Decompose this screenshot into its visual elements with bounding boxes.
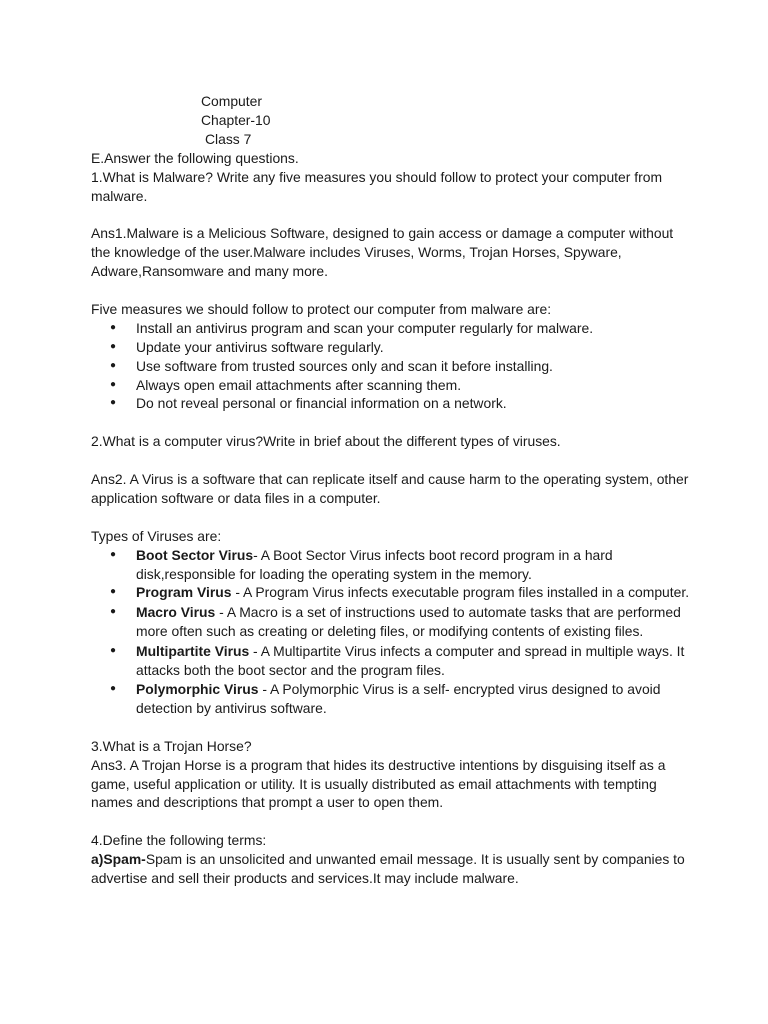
- virus-type-term: Macro Virus: [136, 604, 216, 621]
- section-title: E.Answer the following questions.: [91, 149, 299, 166]
- answer-1: Ans1.Malware is a Melicious Software, designed to gain access or damage a computer without the knowledge of the user.Malware includes Viruses, Worms, Trojan Horses, Spyware, Adware,Ransomware and many more.: [91, 225, 674, 280]
- list-item: ● Install an antivirus program and scan your computer regularly for malware.: [91, 319, 691, 338]
- list-item: [91, 583, 691, 602]
- question-1: 1.What is Malware? Write any five measures you should follow to protect your computer from malware.: [91, 168, 663, 204]
- answer-2: Ans2. A Virus is a software that can replicate itself and cause harm to the operating system, other application software or data files in a computer.: [91, 471, 689, 506]
- question-3: 3.What is a Trojan Horse?: [91, 737, 252, 754]
- virus-type-term: Program Virus: [136, 584, 232, 601]
- virus-type-desc: - A Multipartite Virus infects a computer and spread in multiple ways. It attacks both the boot sector and the program files.: [136, 643, 685, 679]
- virus-type-desc: - A Polymorphic Virus is a self- encrypted virus designed to avoid detection by antivirus software.: [136, 681, 661, 716]
- virus-types-intro: Types of Viruses are:: [91, 527, 222, 544]
- chapter-heading: Chapter-10: [201, 111, 271, 128]
- subject-heading: Computer: [201, 93, 262, 109]
- virus-type-term: Polymorphic Virus: [136, 681, 259, 698]
- question-2: 2.What is a computer virus?Write in brief about the different types of viruses.: [91, 433, 561, 450]
- document-content: [91, 92, 691, 888]
- class-heading: Class 7: [205, 130, 252, 147]
- list-item: ● Use software from trusted sources only and scan it before installing.: [91, 357, 691, 376]
- measures-intro: Five measures we should follow to protect our computer from malware are:: [91, 300, 552, 317]
- list-item: ● Update your antivirus software regularly.: [91, 338, 691, 357]
- virus-type-term: Boot Sector Virus: [136, 546, 254, 563]
- spam-term: a)Spam-: [91, 851, 146, 868]
- spam-desc: Spam is an unsolicited and unwanted email message. It is usually sent by companies to advertise and sell their products and services.It may include malware.: [91, 851, 685, 887]
- virus-types-list: [91, 546, 691, 718]
- question-4: 4.Define the following terms:: [91, 832, 267, 849]
- virus-type-term: Multipartite Virus: [136, 643, 250, 660]
- virus-type-desc: - A Boot Sector Virus infects boot record program in a hard disk,responsible for loading the operating system in the memory.: [136, 546, 613, 582]
- virus-type-desc: - A Program Virus infects executable program files installed in a computer.: [231, 584, 690, 601]
- answer-3: Ans3. A Trojan Horse is a program that hides its destructive intentions by disguising itself as a game, useful application or utility. It is usually distributed as email attachments with tempting names and descriptions that prompt a user to open them.: [91, 756, 666, 811]
- virus-type-desc: - A Macro is a set of instructions used to automate tasks that are performed more often such as creating or deleting files, or modifying contents of existing files.: [136, 604, 681, 640]
- list-item: [91, 546, 691, 584]
- list-item: [91, 642, 691, 680]
- list-item: [91, 603, 691, 641]
- list-item: [91, 680, 691, 718]
- spam-definition: [91, 850, 691, 888]
- measures-list: [91, 319, 691, 414]
- list-item: ● Do not reveal personal or financial information on a network.: [91, 394, 691, 413]
- list-item: ● Always open email attachments after scanning them.: [91, 376, 691, 395]
